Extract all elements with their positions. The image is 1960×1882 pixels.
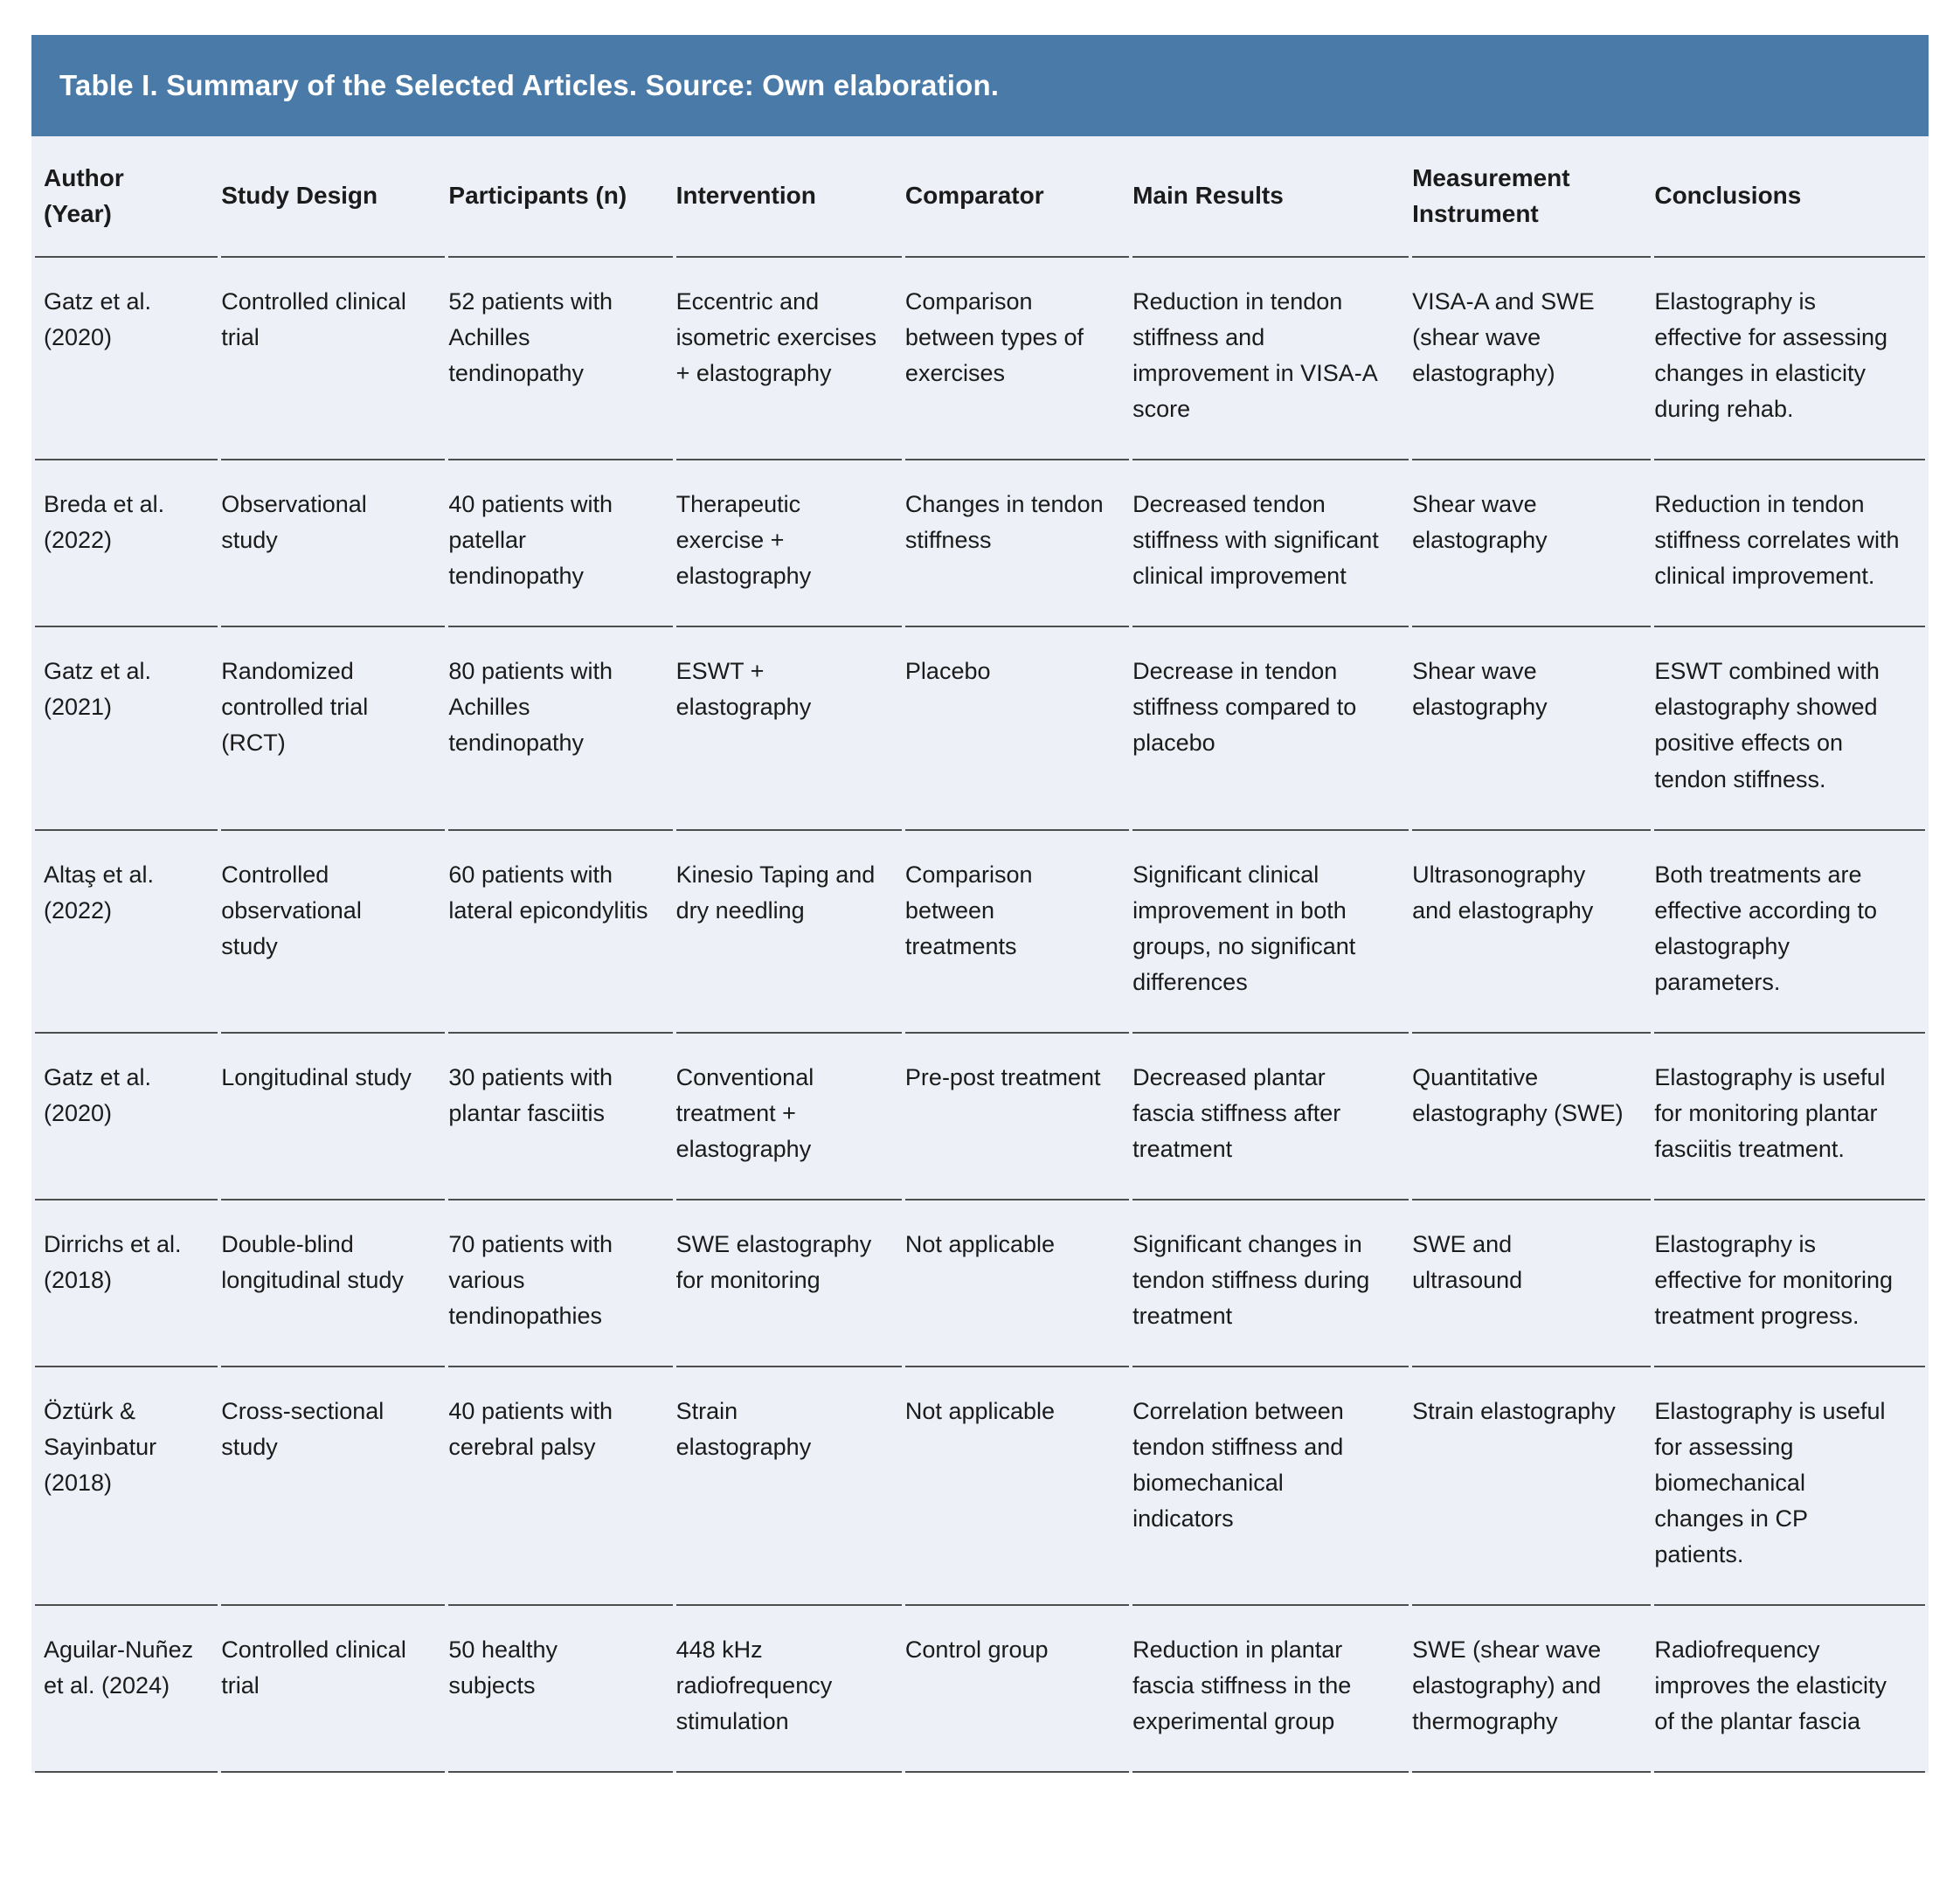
cell-intervention: Therapeutic exercise + elastography bbox=[676, 460, 902, 627]
cell-participants: 40 patients with cerebral palsy bbox=[448, 1367, 672, 1606]
cell-main-results: Correlation between tendon stiffness and biomechanical indicators bbox=[1132, 1367, 1409, 1606]
cell-study-design: Controlled clinical trial bbox=[221, 258, 445, 460]
table-title: Table I. Summary of the Selected Articles. Source: Own elaboration. bbox=[59, 69, 1000, 101]
cell-measurement-instrument: Shear wave elastography bbox=[1412, 627, 1651, 830]
column-header-study-design: Study Design bbox=[221, 136, 445, 258]
cell-participants: 60 patients with lateral epicondylitis bbox=[448, 831, 672, 1034]
cell-measurement-instrument: SWE and ultrasound bbox=[1412, 1200, 1651, 1367]
cell-author: Dirrichs et al. (2018) bbox=[35, 1200, 218, 1367]
cell-main-results: Decreased tendon stiffness with significant clinical improvement bbox=[1132, 460, 1409, 627]
column-header-measurement-instrument: Measurement Instrument bbox=[1412, 136, 1651, 258]
table-row bbox=[35, 1034, 1925, 1200]
cell-participants: 40 patients with patellar tendinopathy bbox=[448, 460, 672, 627]
cell-intervention: SWE elastography for monitoring bbox=[676, 1200, 902, 1367]
cell-conclusions: Elastography is useful for monitoring plantar fasciitis treatment. bbox=[1654, 1034, 1925, 1200]
table-row bbox=[35, 1200, 1925, 1367]
cell-study-design: Observational study bbox=[221, 460, 445, 627]
cell-measurement-instrument: Strain elastography bbox=[1412, 1367, 1651, 1606]
column-header-conclusions: Conclusions bbox=[1654, 136, 1925, 258]
column-header-participants: Participants (n) bbox=[448, 136, 672, 258]
cell-measurement-instrument: Shear wave elastography bbox=[1412, 460, 1651, 627]
cell-comparator: Comparison between treatments bbox=[905, 831, 1129, 1034]
cell-comparator: Not applicable bbox=[905, 1367, 1129, 1606]
cell-intervention: Kinesio Taping and dry needling bbox=[676, 831, 902, 1034]
cell-participants: 80 patients with Achilles tendinopathy bbox=[448, 627, 672, 830]
column-header-intervention: Intervention bbox=[676, 136, 902, 258]
cell-study-design: Longitudinal study bbox=[221, 1034, 445, 1200]
cell-study-design: Controlled observational study bbox=[221, 831, 445, 1034]
column-header-author: Author (Year) bbox=[35, 136, 218, 258]
cell-measurement-instrument: Ultrasonography and elastography bbox=[1412, 831, 1651, 1034]
cell-author: Gatz et al. (2020) bbox=[35, 258, 218, 460]
cell-conclusions: Both treatments are effective according to elastography parameters. bbox=[1654, 831, 1925, 1034]
cell-author: Aguilar-Nuñez et al. (2024) bbox=[35, 1606, 218, 1773]
cell-comparator: Comparison between types of exercises bbox=[905, 258, 1129, 460]
cell-conclusions: Elastography is effective for assessing changes in elasticity during rehab. bbox=[1654, 258, 1925, 460]
cell-conclusions: Elastography is useful for assessing biomechanical changes in CP patients. bbox=[1654, 1367, 1925, 1606]
cell-conclusions: ESWT combined with elastography showed positive effects on tendon stiffness. bbox=[1654, 627, 1925, 830]
cell-participants: 70 patients with various tendinopathies bbox=[448, 1200, 672, 1367]
cell-author: Breda et al. (2022) bbox=[35, 460, 218, 627]
cell-main-results: Reduction in plantar fascia stiffness in the experimental group bbox=[1132, 1606, 1409, 1773]
cell-intervention: 448 kHz radiofrequency stimulation bbox=[676, 1606, 902, 1773]
cell-intervention: Strain elastography bbox=[676, 1367, 902, 1606]
cell-author: Gatz et al. (2020) bbox=[35, 1034, 218, 1200]
cell-comparator: Placebo bbox=[905, 627, 1129, 830]
articles-table bbox=[31, 136, 1929, 1773]
cell-study-design: Controlled clinical trial bbox=[221, 1606, 445, 1773]
cell-main-results: Significant clinical improvement in both groups, no significant differences bbox=[1132, 831, 1409, 1034]
cell-comparator: Not applicable bbox=[905, 1200, 1129, 1367]
cell-author: Gatz et al. (2021) bbox=[35, 627, 218, 830]
cell-study-design: Cross-sectional study bbox=[221, 1367, 445, 1606]
cell-conclusions: Reduction in tendon stiffness correlates with clinical improvement. bbox=[1654, 460, 1925, 627]
table-row bbox=[35, 1606, 1925, 1773]
cell-main-results: Decrease in tendon stiffness compared to placebo bbox=[1132, 627, 1409, 830]
column-header-comparator: Comparator bbox=[905, 136, 1129, 258]
column-header-main-results: Main Results bbox=[1132, 136, 1409, 258]
cell-intervention: ESWT + elastography bbox=[676, 627, 902, 830]
cell-comparator: Changes in tendon stiffness bbox=[905, 460, 1129, 627]
cell-author: Öztürk & Sayinbatur (2018) bbox=[35, 1367, 218, 1606]
cell-comparator: Pre-post treatment bbox=[905, 1034, 1129, 1200]
cell-main-results: Significant changes in tendon stiffness during treatment bbox=[1132, 1200, 1409, 1367]
cell-measurement-instrument: Quantitative elastography (SWE) bbox=[1412, 1034, 1651, 1200]
table-row bbox=[35, 1367, 1925, 1606]
table-row bbox=[35, 460, 1925, 627]
table-row bbox=[35, 831, 1925, 1034]
cell-participants: 52 patients with Achilles tendinopathy bbox=[448, 258, 672, 460]
cell-conclusions: Radiofrequency improves the elasticity of the plantar fascia bbox=[1654, 1606, 1925, 1773]
summary-table bbox=[31, 35, 1929, 1773]
table-title-bar bbox=[31, 35, 1929, 136]
cell-study-design: Randomized controlled trial (RCT) bbox=[221, 627, 445, 830]
table-row bbox=[35, 258, 1925, 460]
cell-comparator: Control group bbox=[905, 1606, 1129, 1773]
cell-intervention: Eccentric and isometric exercises + elastography bbox=[676, 258, 902, 460]
cell-conclusions: Elastography is effective for monitoring treatment progress. bbox=[1654, 1200, 1925, 1367]
table-row bbox=[35, 627, 1925, 830]
cell-author: Altaş et al. (2022) bbox=[35, 831, 218, 1034]
cell-main-results: Reduction in tendon stiffness and improvement in VISA-A score bbox=[1132, 258, 1409, 460]
cell-measurement-instrument: SWE (shear wave elastography) and thermography bbox=[1412, 1606, 1651, 1773]
cell-study-design: Double-blind longitudinal study bbox=[221, 1200, 445, 1367]
cell-main-results: Decreased plantar fascia stiffness after treatment bbox=[1132, 1034, 1409, 1200]
cell-participants: 30 patients with plantar fasciitis bbox=[448, 1034, 672, 1200]
cell-measurement-instrument: VISA-A and SWE (shear wave elastography) bbox=[1412, 258, 1651, 460]
cell-intervention: Conventional treatment + elastography bbox=[676, 1034, 902, 1200]
cell-participants: 50 healthy subjects bbox=[448, 1606, 672, 1773]
header-row bbox=[35, 136, 1925, 258]
